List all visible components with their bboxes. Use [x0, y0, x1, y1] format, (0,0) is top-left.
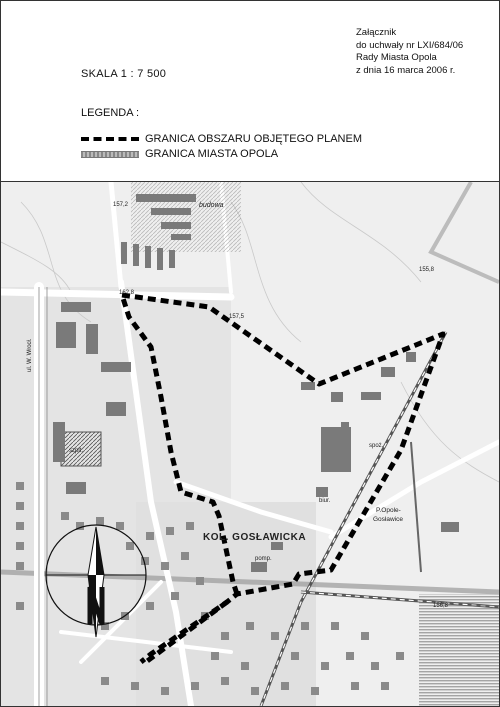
map-scale: SKALA 1 : 7 500: [81, 68, 167, 80]
label-biur: biur.: [319, 498, 331, 504]
label-budowa: budowa: [199, 202, 224, 209]
label-elevation: 157,2: [113, 202, 129, 208]
legend-item-plan-boundary: [81, 132, 362, 146]
label-station-2: Gosławice: [373, 516, 403, 523]
legend-title: LEGENDA :: [81, 107, 140, 119]
annex-line-3: Rady Miasta Opola: [356, 52, 437, 63]
label-kol-goslawicka: KOL. GOSŁAWICKA: [203, 532, 307, 543]
label-elevation: 155,8: [419, 267, 435, 273]
label-spoz: spoż.: [369, 443, 384, 449]
label-elevation: 162,8: [119, 290, 135, 296]
title-block: [1, 1, 499, 182]
hatched-area: [419, 594, 499, 706]
label-szpit: szpit.: [69, 448, 84, 454]
label-street: ul. W. Wrocł.: [27, 338, 33, 372]
annex-line-1: Załącznik: [356, 27, 397, 38]
map-area[interactable]: [1, 182, 499, 706]
annex-line-2: do uchwały nr LXI/684/06: [356, 39, 464, 51]
annex-line-4: z dnia 16 marca 2006 r.: [356, 64, 456, 76]
label-pomp: pomp.: [255, 556, 272, 562]
hatched-area: [131, 182, 241, 252]
label-elevation: 156,8: [433, 603, 449, 609]
plan-boundary-swatch: [81, 137, 139, 141]
legend-item-label: GRANICA MIASTA OPOLA: [145, 148, 279, 160]
legend-item-label: GRANICA OBSZARU OBJĘTEGO PLANEM: [145, 133, 362, 145]
label-elevation: 157,5: [229, 314, 245, 320]
city-boundary-swatch: [81, 151, 139, 158]
map-svg: [1, 182, 499, 706]
legend-item-city-boundary: [81, 147, 278, 161]
annex-note: [356, 27, 463, 77]
label-station-1: P.Opole-: [376, 507, 401, 514]
